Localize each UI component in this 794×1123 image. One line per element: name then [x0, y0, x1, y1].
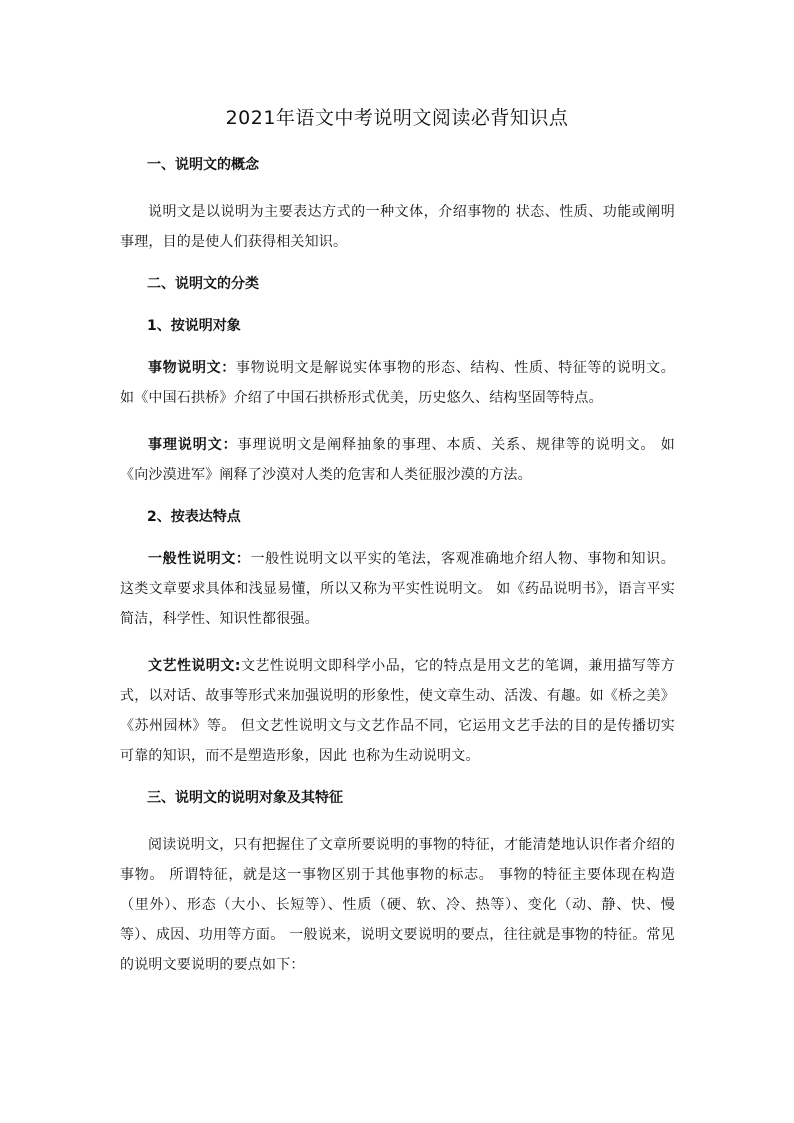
- section-paragraph-features: 阅读说明文，只有把握住了文章所要说明的事物的特征，才能清楚地认识作者介绍的事物。 所谓特征，就是这一事物区别于其他事物的标志。 事物的特征主要体现在构造（里外）、形态（大小、长短等）、性质（硬、软、冷、热等）、变化（动、静、快、慢 等）、成因、功用等方面。 一般说来，说明文要说明的要点，往往就是事物的特征。常见的说明文要说明的要点如下：: [120, 837, 675, 973]
- item-paragraph: [120, 544, 675, 634]
- item-text: 事物说明文是解说实体事物的形态、结构、性质、特征等的说明文。 如《中国石拱桥》介绍了中国石拱桥形式优美，历史悠久、结构坚固等特点。: [120, 360, 676, 406]
- item-text: 文艺性说明文即科学小品，它的特点是用文艺的笔调，兼用描写等方式，以对话、故事等形式来加强说明的形象性，使文章生动、活泼、有趣。如《桥之美》《苏州园林》等。 但文艺性说明文与文艺作品不同，它运用文艺手法的目的是传播切实可靠的知识，而不是塑造形象，因此 也称为生动说明文。: [120, 658, 676, 764]
- subheading-by-object: 1、按说明对象: [147, 318, 241, 334]
- section-paragraph-concept: 说明文是以说明为主要表达方式的一种文体，介绍事物的 状态、性质、功能或阐明事理，目的是使人们获得相关知识。: [120, 204, 675, 250]
- item-paragraph: [120, 651, 675, 771]
- item-lead: 事理说明文：: [148, 437, 238, 453]
- item-paragraph: [120, 430, 675, 490]
- item-paragraph: [120, 353, 675, 413]
- section-heading-concept: 一、说明文的概念: [147, 157, 259, 173]
- section-heading-features: 三、说明文的说明对象及其特征: [147, 790, 343, 806]
- document-body: [120, 155, 675, 980]
- item-lead: 文艺性说明文:: [148, 658, 241, 674]
- item-text: 一般性说明文以平实的笔法，客观准确地介绍人物、事物和知识。 这类文章要求具体和浅显易懂，所以又称为平实性说明文。 如《药品说明书》，语言平实简洁，科学性、知识性都很强。: [120, 551, 675, 627]
- section-heading-classification: 二、说明文的分类: [147, 276, 259, 292]
- document-title: 2021年语文中考说明文阅读必背知识点: [225, 107, 569, 129]
- item-lead: 一般性说明文：: [148, 551, 251, 567]
- item-lead: 事物说明文：: [148, 360, 236, 376]
- subheading-by-expression: 2、按表达特点: [147, 509, 241, 525]
- item-text: 事理说明文是阐释抽象的事理、本质、关系、规律等的说明文。 如《向沙漠进军》阐释了沙漠对人类的危害和人类征服沙漠的方法。: [120, 437, 675, 483]
